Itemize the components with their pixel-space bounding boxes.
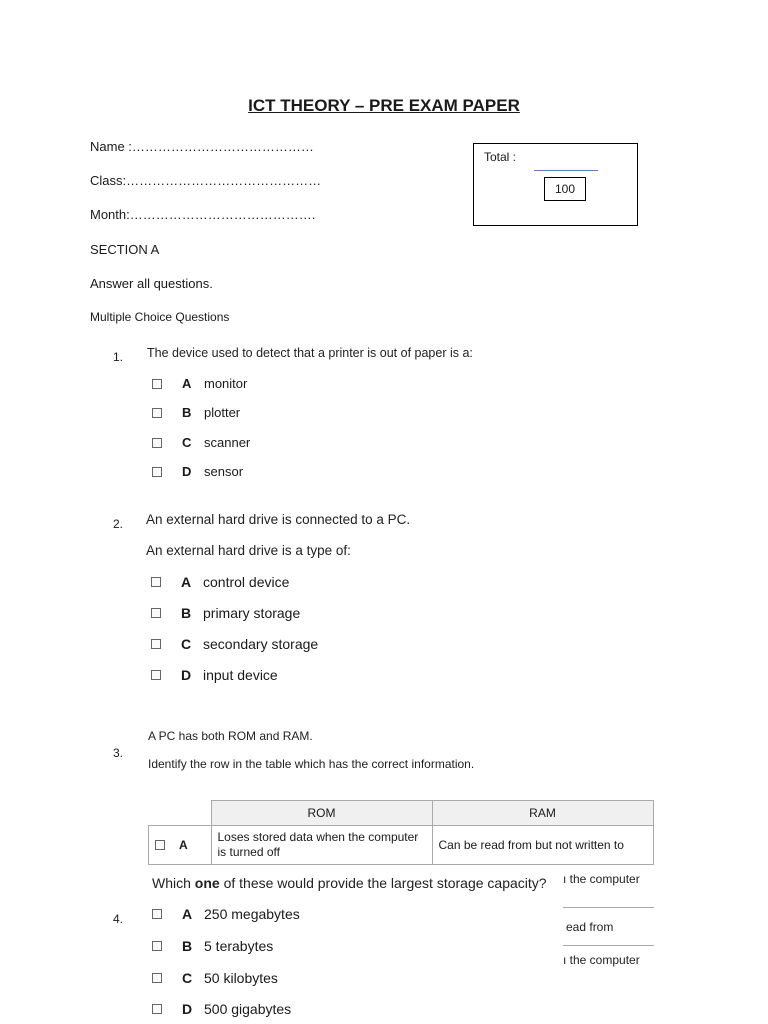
name-field: Name :…………………………………… xyxy=(90,139,314,154)
option-text: 500 gigabytes xyxy=(204,1001,292,1017)
option-letter: D xyxy=(182,1001,193,1017)
option-c[interactable] xyxy=(152,970,278,986)
section-heading: SECTION A xyxy=(90,242,160,257)
table-fragment: ı the computer xyxy=(563,872,640,886)
table-line xyxy=(563,907,654,908)
option-d[interactable] xyxy=(152,1001,291,1017)
question-number: 4. xyxy=(113,912,124,926)
option-letter: D xyxy=(181,667,192,683)
checkbox[interactable] xyxy=(152,973,162,983)
table-row xyxy=(149,826,654,865)
total-underline xyxy=(534,170,598,171)
option-text: plotter xyxy=(204,405,241,420)
table-line xyxy=(148,864,654,865)
option-c[interactable] xyxy=(152,435,250,450)
question-text: An external hard drive is a type of: xyxy=(146,543,351,558)
checkbox[interactable] xyxy=(152,1004,162,1014)
instruction: Answer all questions. xyxy=(90,276,213,291)
option-letter: B xyxy=(182,938,193,954)
question-text: Which one of these would provide the largest storage capacity? xyxy=(152,875,551,891)
option-text: monitor xyxy=(204,376,248,391)
option-letter: A xyxy=(182,376,192,391)
option-d[interactable] xyxy=(152,464,243,479)
option-text: 50 kilobytes xyxy=(204,970,278,986)
option-letter: B xyxy=(181,605,192,621)
question-number: 1. xyxy=(113,350,124,364)
option-letter: A xyxy=(179,837,188,852)
option-letter: A xyxy=(182,906,193,922)
option-letter: B xyxy=(182,405,192,420)
table-fragment: ı the computer xyxy=(563,953,640,967)
checkbox[interactable] xyxy=(152,909,162,919)
checkbox[interactable] xyxy=(152,408,162,418)
option-text: primary storage xyxy=(203,605,301,621)
total-label: Total : xyxy=(484,150,517,164)
checkbox[interactable] xyxy=(151,670,161,680)
option-text: control device xyxy=(203,574,290,590)
question-number: 3. xyxy=(113,746,124,760)
option-text: scanner xyxy=(204,435,251,450)
checkbox[interactable] xyxy=(152,438,162,448)
option-d[interactable] xyxy=(151,667,278,683)
option-letter: C xyxy=(181,636,192,652)
question-text: Identify the row in the table which has the correct information. xyxy=(148,757,475,771)
option-letter: D xyxy=(182,464,192,479)
option-b[interactable] xyxy=(152,405,240,420)
option-text: sensor xyxy=(204,464,244,479)
option-text: secondary storage xyxy=(203,636,319,652)
table-header-ram: RAM xyxy=(432,801,653,826)
option-text: input device xyxy=(203,667,278,683)
checkbox[interactable] xyxy=(151,577,161,587)
option-letter: A xyxy=(181,574,192,590)
checkbox[interactable] xyxy=(152,941,162,951)
class-field: Class:……………………………………… xyxy=(90,173,322,188)
question-text: A PC has both ROM and RAM. xyxy=(148,729,313,743)
option-a[interactable] xyxy=(152,376,247,391)
option-a[interactable] xyxy=(151,574,289,590)
option-a[interactable] xyxy=(152,906,300,922)
mcq-heading: Multiple Choice Questions xyxy=(90,310,230,324)
total-score: 100 xyxy=(544,177,586,201)
checkbox[interactable] xyxy=(152,467,162,477)
page-title: ICT THEORY – PRE EXAM PAPER xyxy=(248,96,520,115)
month-field: Month:……………………………………. xyxy=(90,207,316,222)
table-fragment: ead from xyxy=(566,920,614,934)
option-c[interactable] xyxy=(151,636,318,652)
checkbox[interactable] xyxy=(151,608,161,618)
total-box xyxy=(473,143,638,226)
checkbox[interactable] xyxy=(151,639,161,649)
checkbox[interactable] xyxy=(152,379,162,389)
question-number: 2. xyxy=(113,517,124,531)
table-cell-rom: Loses stored data when the computer is turned off xyxy=(211,826,432,865)
option-letter: C xyxy=(182,970,193,986)
option-text: 5 terabytes xyxy=(204,938,274,954)
option-text: 250 megabytes xyxy=(204,906,300,922)
rom-ram-table xyxy=(148,800,654,865)
option-b[interactable] xyxy=(151,605,300,621)
question-text: The device used to detect that a printer is out of paper is a: xyxy=(147,346,473,360)
table-header-rom: ROM xyxy=(211,801,432,826)
table-line xyxy=(563,945,654,946)
checkbox[interactable] xyxy=(155,840,165,850)
option-b[interactable] xyxy=(152,938,273,954)
option-letter: C xyxy=(182,435,192,450)
question-text: An external hard drive is connected to a PC. xyxy=(146,512,411,527)
table-cell-ram: Can be read from but not written to xyxy=(432,826,653,865)
